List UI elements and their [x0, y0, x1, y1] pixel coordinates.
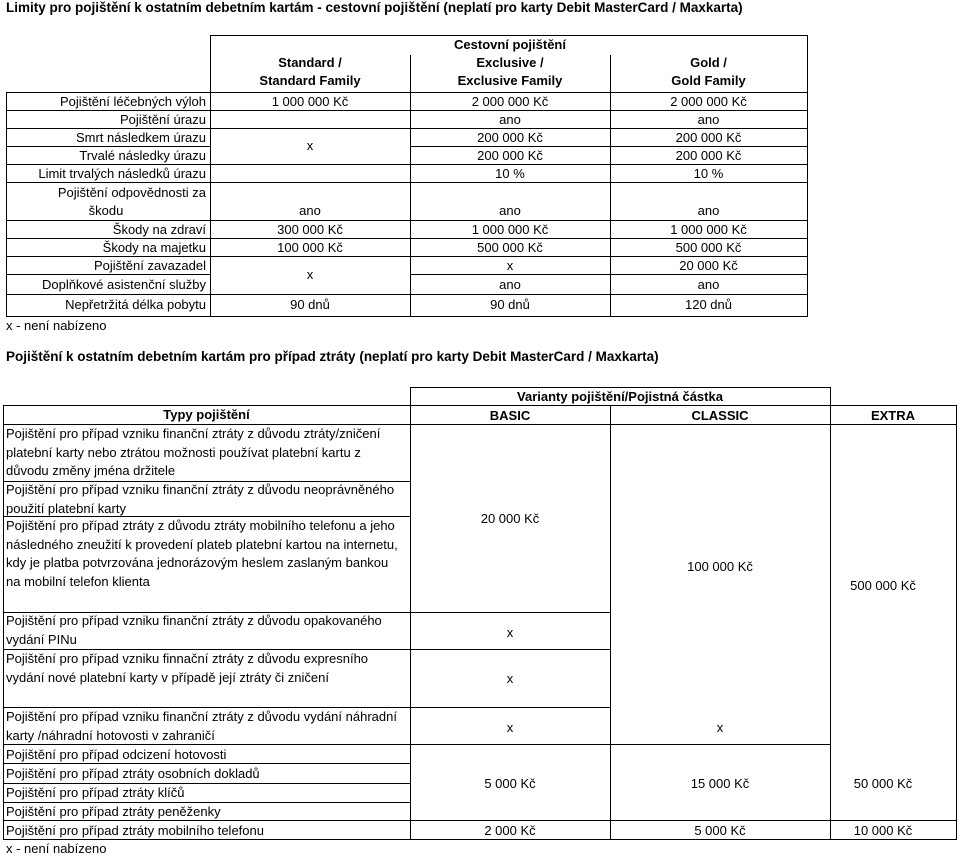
t2-col-line-2 — [610, 405, 611, 839]
t2-type: Pojištění pro případ vzniku finnační ztráty z důvodu expresního vydání nové platební karty v případě její ztráty či zničení — [6, 651, 369, 685]
t1-cell: ano — [499, 203, 521, 218]
t2-express-basic: x — [506, 671, 514, 686]
t1-cell: 500 000 Kč — [675, 240, 742, 255]
t2-type: Pojištění pro případ vzniku finanční ztráty z důvodu ztráty/zničení platební karty nebo ztrátou možnosti používat platební kartu z důvodu změny jména držitele — [6, 426, 381, 478]
t1-cell: 1 000 000 Kč — [271, 94, 349, 109]
t1-row-label: Pojištění úrazu — [120, 112, 206, 127]
t1-cell: x — [506, 258, 514, 273]
t1-row-label: Limit trvalých následků úrazu — [38, 166, 206, 181]
t2-pin-basic: x — [506, 625, 514, 640]
table1-title: Limity pro pojištění k ostatním debetním kartám - cestovní pojištění (neplatí pro karty Debit MasterCard / Maxkarta) — [6, 0, 743, 15]
t1-col-header-standard-family: Standard Family — [259, 73, 361, 88]
t2-header-types: Typy pojištění — [163, 407, 250, 422]
t1-header-main: Cestovní pojištění — [454, 37, 566, 52]
t1-row-label-cont: škodu — [88, 203, 124, 218]
t1-cell: 90 dnů — [290, 297, 330, 312]
t2-col-header-extra: EXTRA — [870, 408, 916, 423]
t1-note: x - není nabízeno — [6, 318, 107, 333]
t2-header-group: Varianty pojištění/Pojistná částka — [517, 389, 723, 404]
t1-cell: 200 000 Kč — [477, 148, 543, 163]
t1-cell: 120 dnů — [685, 297, 732, 312]
t1-row-line — [6, 146, 211, 147]
t1-row-line — [410, 274, 808, 275]
t1-cell: 90 dnů — [490, 297, 530, 312]
t2-col-header-classic: CLASSIC — [691, 408, 749, 423]
t1-row-label: Smrt následkem úrazu — [75, 130, 206, 145]
t1-row-label: Škody na majetku — [102, 240, 206, 255]
t1-cell: ano — [697, 277, 720, 292]
t2-row-line — [3, 763, 411, 764]
t1-cell: ano — [499, 277, 521, 292]
t1-cell: 100 000 Kč — [277, 240, 343, 255]
t1-cell: ano — [697, 203, 720, 218]
t2-border-right — [956, 405, 957, 839]
t1-header-bottom — [6, 92, 808, 93]
t2-type: Pojištění pro případ ztráty klíčů — [6, 785, 185, 800]
t2-basic-top-value: 20 000 Kč — [480, 511, 540, 526]
t2-row-line — [3, 783, 411, 784]
t1-border-bottom — [6, 316, 808, 317]
t2-docs-classic: 15 000 Kč — [690, 776, 750, 791]
t2-type: Pojištění pro případ ztráty mobilního telefonu — [6, 823, 264, 838]
t1-cell: 2 000 000 Kč — [471, 94, 549, 109]
t2-extra-top-value: 500 000 Kč — [850, 578, 916, 593]
t2-type: Pojištění pro případ odcizení hotovosti — [6, 747, 227, 762]
t2-col-line-3 — [830, 387, 831, 839]
t1-row-line — [6, 294, 808, 295]
t2-note: x - není nabízeno — [6, 841, 107, 856]
t1-row-label: Pojištění zavazadel — [93, 258, 206, 273]
t2-docs-extra: 50 000 Kč — [853, 776, 913, 791]
t1-row-line — [6, 256, 808, 257]
t1-cell: 20 000 Kč — [679, 258, 738, 273]
t2-col-line-1 — [410, 387, 411, 839]
t1-row-line — [6, 220, 808, 221]
t1-row-line — [6, 274, 211, 275]
t1-cell: 500 000 Kč — [477, 240, 543, 255]
t1-row-label: Pojištění léčebných výloh — [60, 94, 206, 109]
t1-row-line — [6, 238, 808, 239]
t2-type: Pojištění pro případ vzniku finanční ztráty z důvodu neoprávněného použití platební karty — [6, 482, 395, 516]
t1-row-label: Pojištění odpovědnosti za — [57, 185, 206, 200]
t2-type: Pojištění pro případ ztráty peněženky — [6, 804, 221, 819]
t1-cell: 300 000 Kč — [277, 222, 343, 237]
t1-not-offered-x: x — [306, 138, 314, 153]
t1-cell: 1 000 000 Kč — [670, 222, 747, 237]
t1-cell: 1 000 000 Kč — [471, 222, 549, 237]
t1-row-label: Nepřetržitá délka pobytu — [65, 297, 206, 312]
t1-cell: 200 000 Kč — [675, 148, 742, 163]
table2-title: Pojištění k ostatním debetním kartám pro případ ztráty (neplatí pro karty Debit MasterCard / Maxkarta) — [6, 349, 659, 364]
t1-cell: 10 % — [495, 166, 525, 181]
t2-replacement-classic: x — [716, 720, 724, 735]
t1-cell: 2 000 000 Kč — [670, 94, 747, 109]
t1-row-line — [6, 128, 808, 129]
t2-type: Pojištění pro případ ztráty z důvodu ztráty mobilního telefonu a jeho následného zneužití k provedení plateb platební kartou na internetu, kdy je platba potvrzována jednorázovým heslem zaslaným bankou na mobilní telefon klienta — [6, 518, 398, 589]
t1-row-label: Doplňkové asistenční služby — [41, 277, 206, 292]
t1-col-header-gold-family: Gold Family — [671, 73, 746, 88]
t2-type: Pojištění pro případ ztráty osobních dokladů — [6, 766, 260, 781]
t1-row-line — [6, 164, 808, 165]
t1-col-header-exclusive: Exclusive / — [476, 55, 544, 70]
t1-row-label: Škody na zdraví — [112, 222, 206, 237]
t2-border-top — [410, 387, 830, 388]
t2-border-bottom — [3, 839, 957, 840]
t1-cell: 200 000 Kč — [675, 130, 742, 145]
t2-row-line — [3, 820, 957, 821]
t1-cell: ano — [697, 112, 720, 127]
t1-not-offered-x: x — [306, 267, 314, 282]
t2-phone-basic: 2 000 Kč — [484, 823, 536, 838]
t1-col-header-exclusive-family: Exclusive Family — [457, 73, 563, 88]
t2-row-line — [3, 802, 411, 803]
t1-col-header-gold: Gold / — [690, 55, 727, 70]
t1-row-line — [6, 182, 808, 183]
t2-col-header-basic: BASIC — [489, 408, 531, 423]
t1-col-header-standard: Standard / — [278, 55, 342, 70]
t1-row-label: Trvalé následky úrazu — [79, 148, 206, 163]
t1-row-line — [6, 110, 808, 111]
t2-border-left — [3, 405, 4, 839]
t2-header-line — [3, 405, 957, 406]
t1-cell: 10 % — [693, 166, 724, 181]
t1-border-top — [210, 35, 808, 36]
t1-cell: 200 000 Kč — [477, 130, 543, 145]
t2-phone-classic: 5 000 Kč — [694, 823, 746, 838]
t2-type: Pojištění pro případ vzniku finanční ztráty z důvodu opakovaného vydání PINu — [6, 613, 382, 647]
t2-type: Pojištění pro případ vzniku finanční ztráty z důvodu vydání náhradní karty /náhradní hotovosti v zahraničí — [6, 709, 397, 743]
t1-row-line — [410, 146, 808, 147]
t2-replacement-basic: x — [506, 720, 514, 735]
t1-cell: ano — [499, 112, 521, 127]
t2-phone-extra: 10 000 Kč — [853, 823, 913, 838]
t2-docs-basic: 5 000 Kč — [484, 776, 536, 791]
t2-classic-top-value: 100 000 Kč — [687, 559, 753, 574]
t1-cell: ano — [299, 203, 321, 218]
